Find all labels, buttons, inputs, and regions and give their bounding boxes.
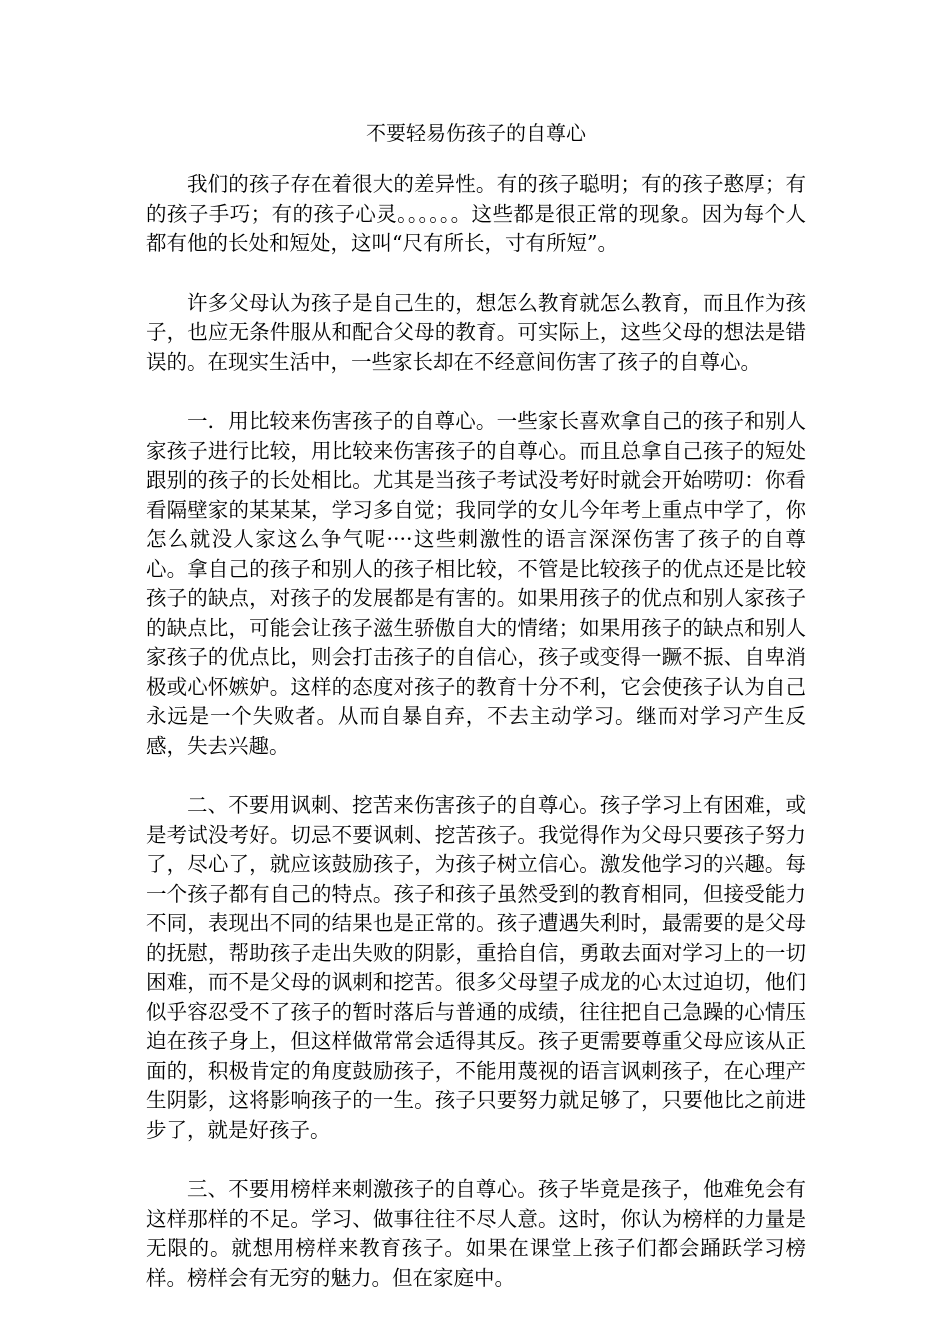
paragraph-intro: 我们的孩子存在着很大的差异性。有的孩子聪明；有的孩子憨厚；有的孩子手巧；有的孩子心灵。。。。。。这些都是很正常的现象。因为每个人都有他的长处和短处，这叫“尺有所长，寸有所短”。 bbox=[146, 172, 806, 255]
paragraph-point-three: 三、不要用榜样来刺激孩子的自尊心。孩子毕竟是孩子，他难免会有这样那样的不足。学习、做事往往不尽人意。这时，你认为榜样的力量是无限的。就想用榜样来教育孩子。如果在课堂上孩子们都会踊跃学习榜样。榜样会有无穷的魅力。但在家庭中。 bbox=[146, 1177, 806, 1290]
paragraph-point-two: 二、不要用讽刺、挖苦来伤害孩子的自尊心。孩子学习上有困难，或是考试没考好。切忌不要讽刺、挖苦孩子。我觉得作为父母只要孩子努力了，尽心了，就应该鼓励孩子，为孩子树立信心。激发他学习的兴趣。每一个孩子都有自己的特点。孩子和孩子虽然受到的教育相同，但接受能力不同，表现出不同的结果也是正常的。孩子遭遇失利时，最需要的是父母的抚慰，帮助孩子走出失败的阴影，重拾自信，勇敢去面对学习上的一切困难，而不是父母的讽刺和挖苦。很多父母望子成龙的心太过迫切，他们似乎容忍受不了孩子的暂时落后与普通的成绩，往往把自己急躁的心情压迫在孩子身上，但这样做常常会适得其反。孩子更需要尊重父母应该从正面的，积极肯定的角度鼓励孩子，不能用蔑视的语言讽刺孩子，在心理产生阴影，这将影响孩子的一生。孩子只要努力就足够了，只要他比之前进步了，就是好孩子。 bbox=[146, 793, 806, 1142]
paragraph-point-one: 一．用比较来伤害孩子的自尊心。一些家长喜欢拿自己的孩子和别人家孩子进行比较，用比较来伤害孩子的自尊心。而且总拿自己孩子的短处跟别的孩子的长处相比。尤其是当孩子考试没考好时就会开始唠叨：你看看隔壁家的某某某，学习多自觉；我同学的女儿今年考上重点中学了，你怎么就没人家这么争气呢····这些刺激性的语言深深伤害了孩子的自尊心。拿自己的孩子和别人的孩子相比较，不管是比较孩子的优点还是比较孩子的缺点，对孩子的发展都是有害的。如果用孩子的优点和别人家孩子的缺点比，可能会让孩子滋生骄傲自大的情绪；如果用孩子的缺点和别人家孩子的优点比，则会打击孩子的自信心，孩子或变得一蹶不振、自卑消极或心怀嫉妒。这样的态度对孩子的教育十分不利，它会使孩子认为自己永远是一个失败者。从而自暴自弃，不去主动学习。继而对学习产生反感，失去兴趣。 bbox=[146, 409, 806, 758]
document-title: 不要轻易伤孩子的自尊心 bbox=[366, 121, 586, 145]
document-page bbox=[146, 118, 806, 1293]
paragraph-parents-view: 许多父母认为孩子是自己生的，想怎么教育就怎么教育，而且作为孩子，也应无条件服从和配合父母的教育。可实际上，这些父母的想法是错误的。在现实生活中，一些家长却在不经意间伤害了孩子的自尊心。 bbox=[146, 290, 806, 374]
